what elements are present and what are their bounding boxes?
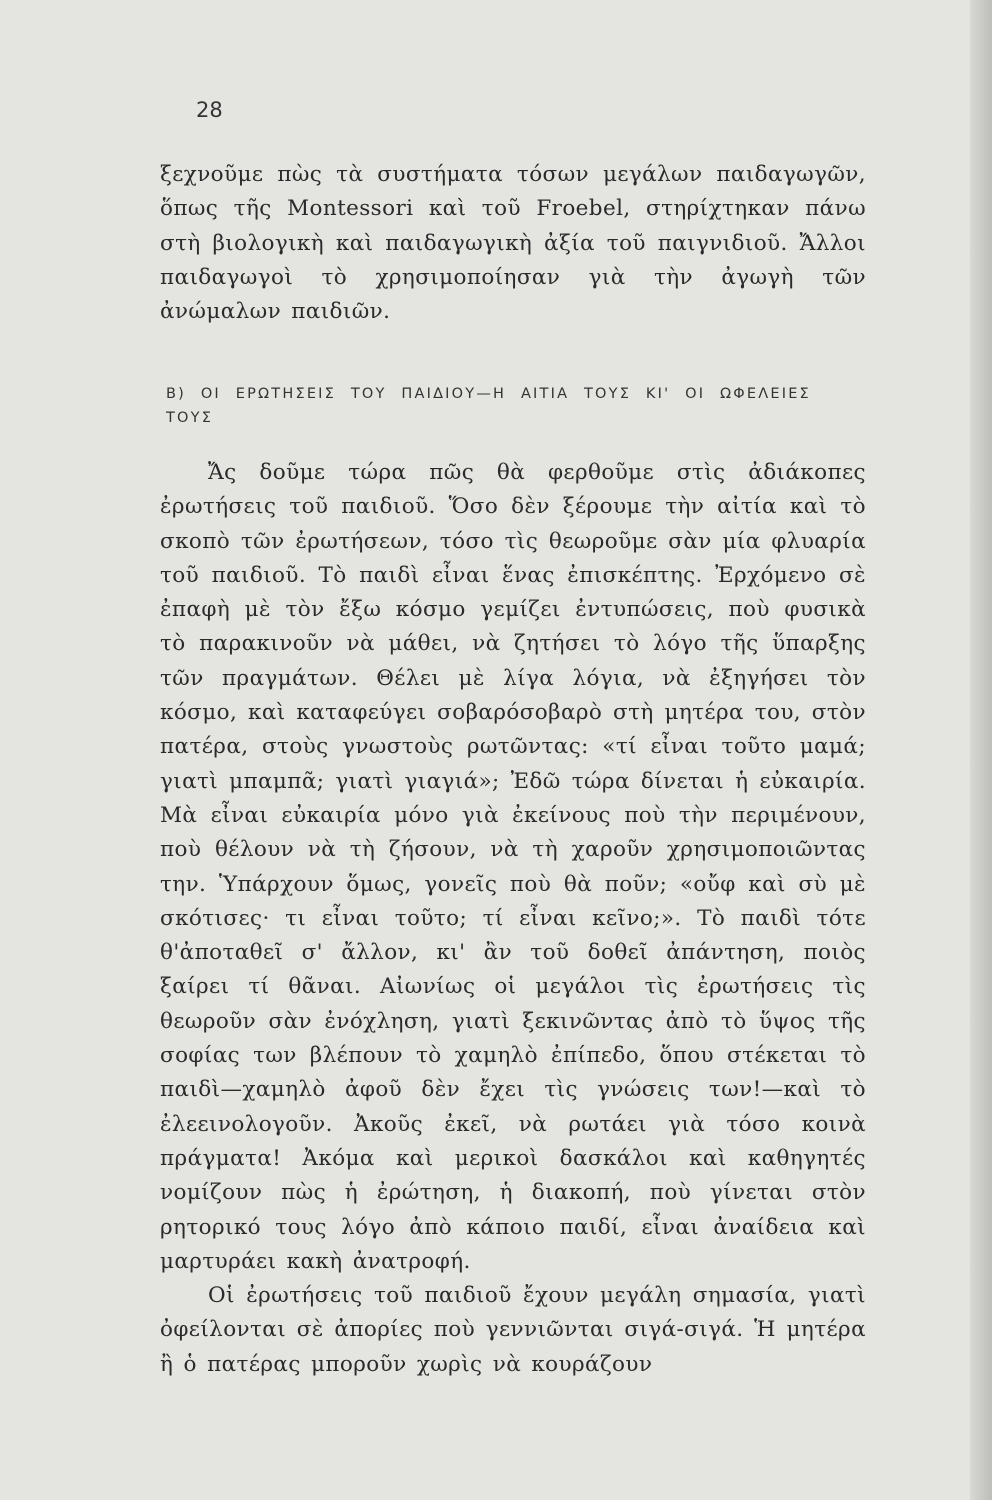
page-number: 28 (196, 98, 223, 122)
section-heading: Β) ΟΙ ΕΡΩΤΗΣΕΙΣ ΤΟΥ ΠΑΙΔΙΟΥ—Η ΑΙΤΙΑ ΤΟΥΣ ΚΙ' ΟΙ ΩΦΕΛΕΙΕΣ ΤΟΥΣ (166, 386, 811, 426)
importance-paragraph: Οἱ ἐρωτήσεις τοῦ παιδιοῦ ἔχουν μεγάλη σημασία, γιατὶ ὀφείλονται σὲ ἀπορίες ποὺ γεννιῶνται σιγά-σιγά. Ἡ μητέρα ἢ ὁ πατέρας μποροῦν χωρὶς νὰ κουράζουν (160, 1283, 866, 1377)
body-text-block (160, 456, 866, 1382)
intro-paragraph-block (160, 158, 866, 329)
page-edge-shadow (970, 0, 992, 1500)
questions-paragraph: Ἄς δοῦμε τώρα πῶς θὰ φερθοῦμε στὶς ἀδιάκοπες ἐρωτήσεις τοῦ παιδιοῦ. Ὅσο δὲν ξέρουμε τὴν αἰτία καὶ τὸ σκοπὸ τῶν ἐρωτήσεων, τόσο τὶς θεωροῦμε σὰν μία φλυαρία τοῦ παιδιοῦ. Τὸ παιδὶ εἶναι ἕνας ἐπισκέπτης. Ἐρχόμενο σὲ ἐπαφὴ μὲ τὸν ἔξω κόσμο γεμίζει ἐντυπώσεις, ποὺ φυσικὰ τὸ παρακινοῦν νὰ μάθει, νὰ ζητήσει τὸ λόγο τῆς ὕπαρξης τῶν πραγμάτων. Θέλει μὲ λίγα λόγια, νὰ ἐξηγήσει τὸν κόσμο, καὶ καταφεύγει σοβαρόσοβαρὸ στὴ μητέρα του, στὸν πατέρα, στοὺς γνωστοὺς ρωτῶντας: «τί εἶναι τοῦτο μαμά; γιατὶ μπαμπᾶ; γιατὶ γιαγιά»; Ἐδῶ τώρα δίνεται ἡ εὐκαιρία. Μὰ εἶναι εὐκαιρία μόνο γιὰ ἐκείνους ποὺ τὴν περιμένουν, ποὺ θέλουν νὰ τὴ ζήσουν, νὰ τὴ χαροῦν χρησιμοποιῶντας την. Ὑπάρχουν ὅμως, γονεῖς ποὺ θὰ ποῦν; «οὔφ καὶ σὺ μὲ σκότισες· τι εἶναι τοῦτο; τί εἶναι κεῖνο;». Τὸ παιδὶ τότε θ'ἀποταθεῖ σ' ἄλλον, κι' ἂν τοῦ δοθεῖ ἀπάντηση, ποιὸς ξαίρει τί θᾶναι. Αἰωνίως οἱ μεγάλοι τὶς ἐρωτήσεις τὶς θεωροῦν σὰν ἐνόχληση, γιατὶ ξεκινῶντας ἀπὸ τὸ ὕψος τῆς σοφίας των βλέπουν τὸ χαμηλὸ ἐπίπεδο, ὅπου στέκεται τὸ παιδὶ—χαμηλὸ ἀφοῦ δὲν ἔχει τὶς γνώσεις των!—καὶ τὸ ἐλεεινολογοῦν. Ἀκοῦς ἐκεῖ, νὰ ρωτάει γιὰ τόσο κοινὰ πράγματα! Ἀκόμα καὶ μερικοὶ δασκάλοι καὶ καθηγητές νομίζουν πὼς ἡ ἐρώτηση, ἡ διακοπή, ποὺ γίνεται στὸν ρητορικό τους λόγο ἀπὸ κάποιο παιδί, εἶναι ἀναίδεια καὶ μαρτυράει κακὴ ἀνατροφή. (160, 460, 866, 1274)
intro-paragraph: ξεχνοῦμε πὼς τὰ συστήματα τόσων μεγάλων παιδαγωγῶν, ὅπως τῆς Montessori καὶ τοῦ Froebel, στηρίχτηκαν πάνω στὴ βιολογικὴ καὶ παιδαγωγικὴ ἀξία τοῦ παιγνιδιοῦ. Ἄλλοι παιδαγωγοὶ τὸ χρησιμοποίησαν γιὰ τὴν ἀγωγὴ τῶν ἀνώμαλων παιδιῶν. (160, 162, 866, 325)
